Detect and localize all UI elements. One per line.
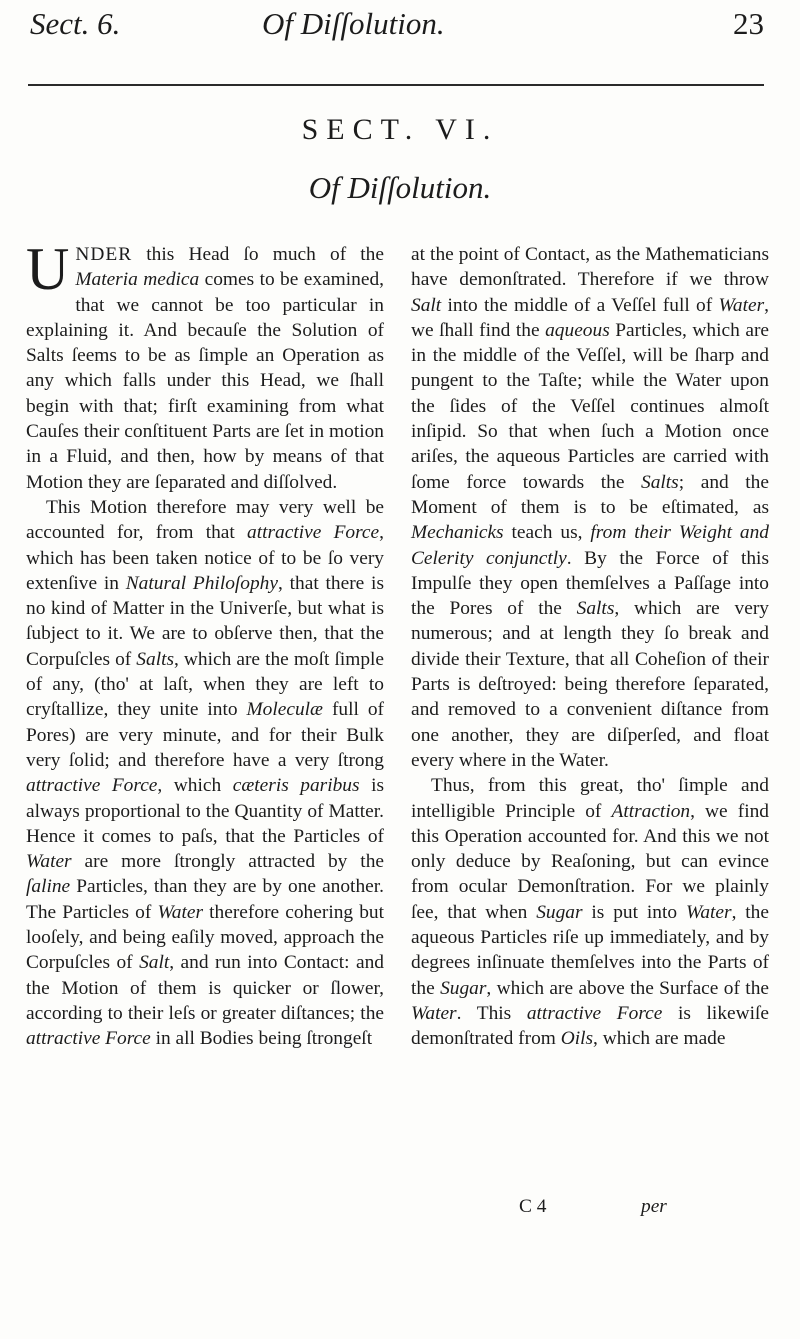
paragraph bbox=[26, 236, 384, 495]
left-column bbox=[26, 236, 385, 1052]
italic-run: attractive Force bbox=[26, 1028, 151, 1050]
paragraph bbox=[411, 242, 769, 773]
italic-run: cæteris paribus bbox=[232, 775, 360, 797]
text-run: ; and the Moment of them is to be eſtimated, as bbox=[411, 471, 769, 518]
header-rule bbox=[28, 84, 764, 86]
text-run: teach us, bbox=[503, 522, 591, 544]
text-run: , which are above the Surface of the bbox=[486, 977, 769, 999]
text-run: at the point of Contact, as the Mathematicians have demonſtrated. Therefore if we throw bbox=[411, 244, 769, 291]
text-run: This Motion therefore may very well be accounted for, from that bbox=[26, 496, 384, 544]
italic-run: attractive Force bbox=[526, 1002, 663, 1024]
text-run: Particles, which are in the middle of the Veſſel, will be ſharp and pungent to the Taſte; while the Water upon the ſides of the Veſſel continues almoſt inſipid. So that when ſuch a Motion once ariſes, the aqueous Particles are carried with ſome force towards the bbox=[411, 319, 770, 493]
text-run: , and run into Contact: and the Motion of them is quicker or ſlower, according to their leſs or greater diſtances; the bbox=[26, 952, 385, 1024]
text-run: therefore cohering but looſely, and being eaſily moved, approach the Corpuſcles of bbox=[26, 901, 384, 974]
section-title: SECT. VI. bbox=[301, 113, 499, 146]
paragraph bbox=[411, 773, 769, 1051]
text-run: , that there is no kind of Matter in the Univerſe, but what is ſubject to it. We are to obſerve then, that the Corpuſcles of bbox=[26, 572, 384, 670]
italic-run: Salts bbox=[136, 648, 175, 670]
italic-run: Attraction bbox=[611, 800, 691, 822]
text-run: comes to be examined, that we cannot be too particular in explaining it. And becauſe the Solution of Salts ſeems to be as ſimple an Operation as any which falls under this Head, we ſhall begin with that; firſt examining from what Cauſes their conſtituent Parts are ſet in motion in a Fluid, and then, how by means of that Motion they are ſeparated and diſſolved. bbox=[26, 269, 384, 493]
drop-cap: U bbox=[26, 236, 70, 302]
italic-run: Natural Philoſophy bbox=[125, 572, 278, 594]
lead-caps: NDER bbox=[75, 244, 133, 265]
text-run: , which are the moſt ſimple of any, (tho' at laſt, when they are left to cryſtallize, they unite into bbox=[26, 648, 385, 721]
text-run: are more ſtrongly attracted by the bbox=[71, 851, 384, 873]
text-run: is always proportional to the Quantity of Matter. Hence it comes to paſs, that the Particles of bbox=[26, 775, 385, 847]
text-run: , which bbox=[157, 775, 233, 797]
running-head bbox=[30, 6, 764, 54]
page-number: 23 bbox=[733, 6, 764, 41]
text-run: , which are made bbox=[593, 1028, 726, 1050]
text-run: , which has been taken notice of to be ſo very extenſive in bbox=[26, 522, 385, 594]
text-run: is put into bbox=[582, 901, 686, 923]
italic-run: Mechanicks bbox=[411, 522, 504, 544]
italic-run: Water bbox=[26, 851, 72, 873]
italic-run: attractive Force bbox=[26, 775, 158, 797]
text-run: . This bbox=[456, 1002, 527, 1024]
text-run: , which are very numerous; and at length they ſo break and divide their Texture, that all Coheſion of their Parts is deſtroyed: being therefore ſeparated, and removed to a convenient diſtance from one another, they are diſperſed, and float every where in the Water. bbox=[411, 598, 770, 771]
text-run: into the middle of a Veſſel full of bbox=[441, 294, 719, 316]
italic-run: attractive Force bbox=[247, 522, 380, 544]
text-run: full of Pores) are very minute, and for their Bulk very ſolid; and therefore have a very ſtrong bbox=[26, 699, 384, 771]
text-run: , we ſhall find the bbox=[411, 294, 769, 341]
italic-run: from their Weight and Celerity conjunctly bbox=[411, 522, 769, 569]
text-run: Thus, from this great, tho' ſimple and intelligible Principle of bbox=[411, 775, 769, 822]
italic-run: Moleculæ bbox=[246, 699, 323, 721]
italic-run: Water bbox=[157, 901, 204, 923]
text-run: Particles, than they are by one another. The Particles of bbox=[26, 876, 384, 923]
italic-run: Water bbox=[718, 294, 765, 316]
text-run: , the aqueous Particles riſe up immediately, and by degrees inſinuate themſelves into the Parts of the bbox=[411, 901, 769, 999]
italic-run: Sugar bbox=[440, 977, 487, 999]
italic-run: Salts bbox=[576, 598, 615, 620]
paragraph bbox=[26, 495, 384, 1052]
text-run: is likewiſe demonſtrated from bbox=[411, 1002, 770, 1050]
text-run: . By the Force of this Impulſe they open themſelves a Paſſage into the Pores of the bbox=[411, 547, 769, 620]
text-run: this Head ſo much of the bbox=[132, 244, 384, 265]
italic-run: Salts bbox=[641, 471, 679, 493]
italic-run: Sugar bbox=[536, 901, 583, 923]
italic-run: Water bbox=[685, 901, 732, 923]
italic-run: ſaline bbox=[26, 876, 71, 898]
section-subtitle: Of Diſſolution. bbox=[308, 170, 492, 205]
text-run: , we find this Operation accounted for. And this we not only deduce by Reaſoning, but can evince from ocular Demonſtration. For we plainly ſee, that when bbox=[411, 800, 769, 923]
italic-run: aqueous bbox=[545, 319, 610, 341]
signature-mark: C 4 bbox=[519, 1196, 547, 1217]
catchword: per bbox=[641, 1196, 667, 1217]
running-head-title: Of Diſſolution. bbox=[262, 6, 445, 41]
page-footer bbox=[411, 1196, 769, 1224]
italic-run: Salt bbox=[411, 294, 442, 316]
italic-run: Oils bbox=[560, 1028, 594, 1050]
text-run: in all Bodies being ſtrongeſt bbox=[150, 1028, 373, 1050]
italic-run: Materia medica bbox=[75, 269, 200, 291]
running-head-section: Sect. 6. bbox=[30, 6, 121, 41]
italic-run: Salt bbox=[139, 952, 170, 974]
italic-run: Water bbox=[411, 1002, 457, 1024]
right-column bbox=[411, 242, 769, 1052]
